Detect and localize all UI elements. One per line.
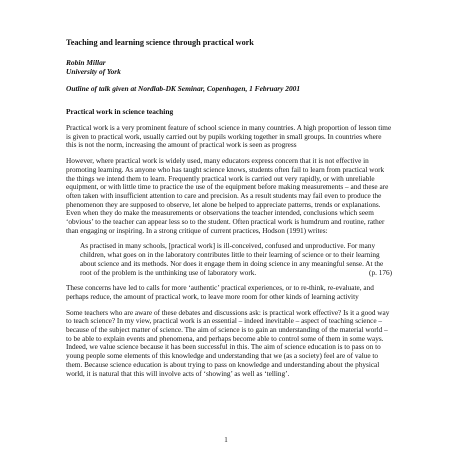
section-heading: Practical work in science teaching <box>66 107 174 116</box>
body-paragraph: Some teachers who are aware of these debates and discussions ask: is practical work effective? Is it a good way to teach science? In my view, practical work is an essential – indeed inevitable – aspect of teaching science – because of the subject matter of science. The aim of science is to gain an understanding of the material world – to be able to explain events and phenomena, and perhaps become able to control some of them in some ways. Indeed, we value science because it has been successful in this. The aim of science education is to pass on to young people some elements of this knowledge and understanding that we (as a society) feel are of value to them. Because science education is about trying to pass on knowledge and understanding about the physical world, it is natural that this will involve acts of ‘showing’ as well as ‘telling’. <box>66 308 390 378</box>
author-affiliation: University of York <box>66 67 121 76</box>
page-number: 1 <box>224 436 228 444</box>
body-paragraph: Practical work is a very prominent feature of school science in many countries. A high proportion of lesson time is given to practical work, usually carried out by pupils working together in small groups. In countries where this is not the norm, increasing the amount of practical work is seen as progress <box>66 124 392 150</box>
body-paragraph: However, where practical work is widely used, many educators express concern that it is not effective in promoting learning. As anyone who has taught science knows, students often fail to learn from practical work the things we intend them to learn. Frequently practical work is carried out very rapidly, or with unreliable equipment, or with little time to practice the use of the equipment before making measurements – and these are often taken with insufficient attention to care and precision. As a result students may fail even to produce the phenomenon they are supposed to observe, let alone be helped to appreciate patterns, trends or explanations. Even when they do make the measurements or observations the teacher intended, conclusions which seem ‘obvious’ to the teacher can appear less so to the student. Often practical work is humdrum and routine, rather than engaging or inspiring. In a strong critique of current practices, Hodson (1991) writes: <box>66 157 389 235</box>
quote-citation: (p. 176) <box>369 268 392 277</box>
document-title: Teaching and learning science through practical work <box>66 38 254 47</box>
author-name: Robin Millar <box>66 58 106 67</box>
quote-text: As practised in many schools, [practical work] is ill-conceived, confused and unproductive. For many children, what goes on in the laboratory contributes little to their learning of science or to their learning about science and its methods. Nor does it engage them in doing science in any meaningful sense. At the root of the problem is the unthinking use of laboratory work. <box>80 242 384 277</box>
body-paragraph: These concerns have led to calls for more ‘authentic’ practical experiences, or to re-think, re-evaluate, and perhaps reduce, the amount of practical work, to leave more room for other kinds of learning activity <box>66 284 374 301</box>
block-quote <box>66 242 392 277</box>
talk-outline-note: Outline of talk given at Nordlab-DK Seminar, Copenhagen, 1 February 2001 <box>66 84 301 93</box>
